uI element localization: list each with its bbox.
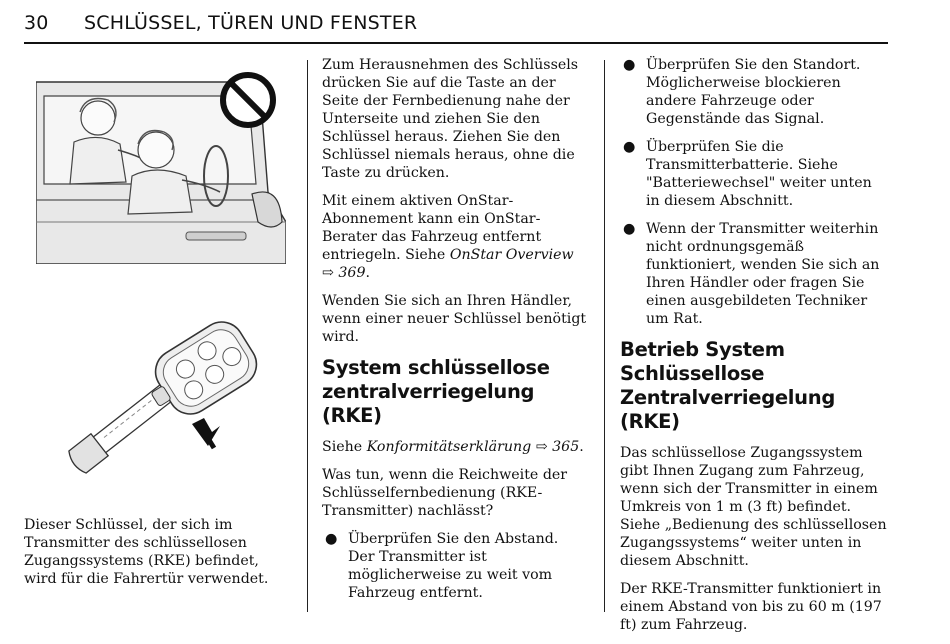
list-item — [620, 220, 888, 328]
list-item — [620, 138, 888, 210]
section-heading: System schlüssellose zentralverriegelung (RKE) — [322, 356, 550, 427]
paragraph: Wenden Sie sich an Ihren Händler, wenn einer neuer Schlüssel benötigt wird. — [322, 293, 587, 345]
bullet-icon: ● — [623, 57, 636, 73]
conformity-page-ref[interactable]: 365 — [552, 439, 580, 455]
list-item — [322, 530, 588, 602]
section-heading: Betrieb System Schlüssellose Zentralverriegelung (RKE) — [620, 338, 835, 433]
page-header — [24, 12, 888, 44]
column-divider — [307, 60, 308, 612]
onstar-paragraph: Mit einem aktiven OnStar-Abonnement kann ein OnStar-Berater das Fahrzeug entfernt entriegeln. Siehe OnStar Overview ⇨ 369. — [322, 193, 574, 281]
conformity-link[interactable]: Konformitätserklärung — [366, 439, 532, 455]
column-3 — [620, 56, 888, 644]
column-divider — [604, 60, 605, 612]
see-reference: Siehe Konformitätserklärung ⇨ 365. — [322, 439, 584, 455]
page-ref-arrow-icon: ⇨ — [535, 439, 548, 455]
page-number: 30 — [24, 12, 49, 34]
list-item-text: Überprüfen Sie die Transmitterbatterie. Siehe "Batteriewechsel" weiter unten in diesem Abschnitt. — [646, 139, 872, 209]
children-in-car-warning-illustration — [36, 72, 286, 264]
bullet-icon: ● — [623, 139, 636, 155]
figure-caption — [24, 516, 286, 598]
column-2 — [322, 56, 588, 612]
paragraph: Der RKE-Transmitter funktioniert in einem Abstand von bis zu 60 m (197 ft) zum Fahrzeug. — [620, 581, 882, 633]
bullet-icon: ● — [325, 531, 338, 547]
caption-text: Dieser Schlüssel, der sich im Transmitter des schlüssellosen Zugangssystems (RKE) befindet, wird für die Fahrertür verwendet. — [24, 517, 269, 587]
bullet-icon: ● — [623, 221, 636, 237]
list-item-text: Überprüfen Sie den Abstand. Der Transmitter ist möglicherweise zu weit vom Fahrzeug entfernt. — [348, 531, 559, 601]
page-ref-arrow-icon: ⇨ — [322, 265, 334, 281]
onstar-page-ref[interactable]: 369 — [338, 265, 366, 281]
list-item — [620, 56, 888, 128]
chapter-title: SCHLÜSSEL, TÜREN UND FENSTER — [84, 12, 418, 34]
key-fob-illustration — [36, 296, 286, 500]
paragraph: Zum Herausnehmen des Schlüssels drücken Sie auf die Taste an der Seite der Fernbedienung nahe der Unterseite und ziehen Sie den Schlüssel heraus. Ziehen Sie den Schlüssel niemals heraus, ohne die Taste zu drücken. — [322, 57, 579, 181]
see-label: Siehe — [322, 439, 367, 455]
list-item-text: Wenn der Transmitter weiterhin nicht ordnungsgemäß funktioniert, wenden Sie sich an Ihren Händler oder fragen Sie einen ausgebildeten Techniker um Rat. — [646, 221, 880, 327]
question-paragraph: Was tun, wenn die Reichweite der Schlüsselfernbedienung (RKE-Transmitter) nachlässt? — [322, 467, 568, 519]
onstar-overview-link[interactable]: OnStar Overview — [449, 247, 574, 263]
list-item-text: Überprüfen Sie den Standort. Möglicherweise blockieren andere Fahrzeuge oder Gegenstände das Signal. — [646, 57, 861, 127]
onstar-text: Mit einem aktiven OnStar-Abonnement kann ein OnStar-Berater das Fahrzeug entfernt entriegeln. Siehe — [322, 193, 542, 263]
paragraph: Das schlüssellose Zugangssystem gibt Ihnen Zugang zum Fahrzeug, wenn sich der Transmitter in einem Umkreis von 1 m (3 ft) befindet. Siehe „Bedienung des schlüssellosen Zugangssystems“ weiter unten in diesem Abschnitt. — [620, 445, 887, 569]
